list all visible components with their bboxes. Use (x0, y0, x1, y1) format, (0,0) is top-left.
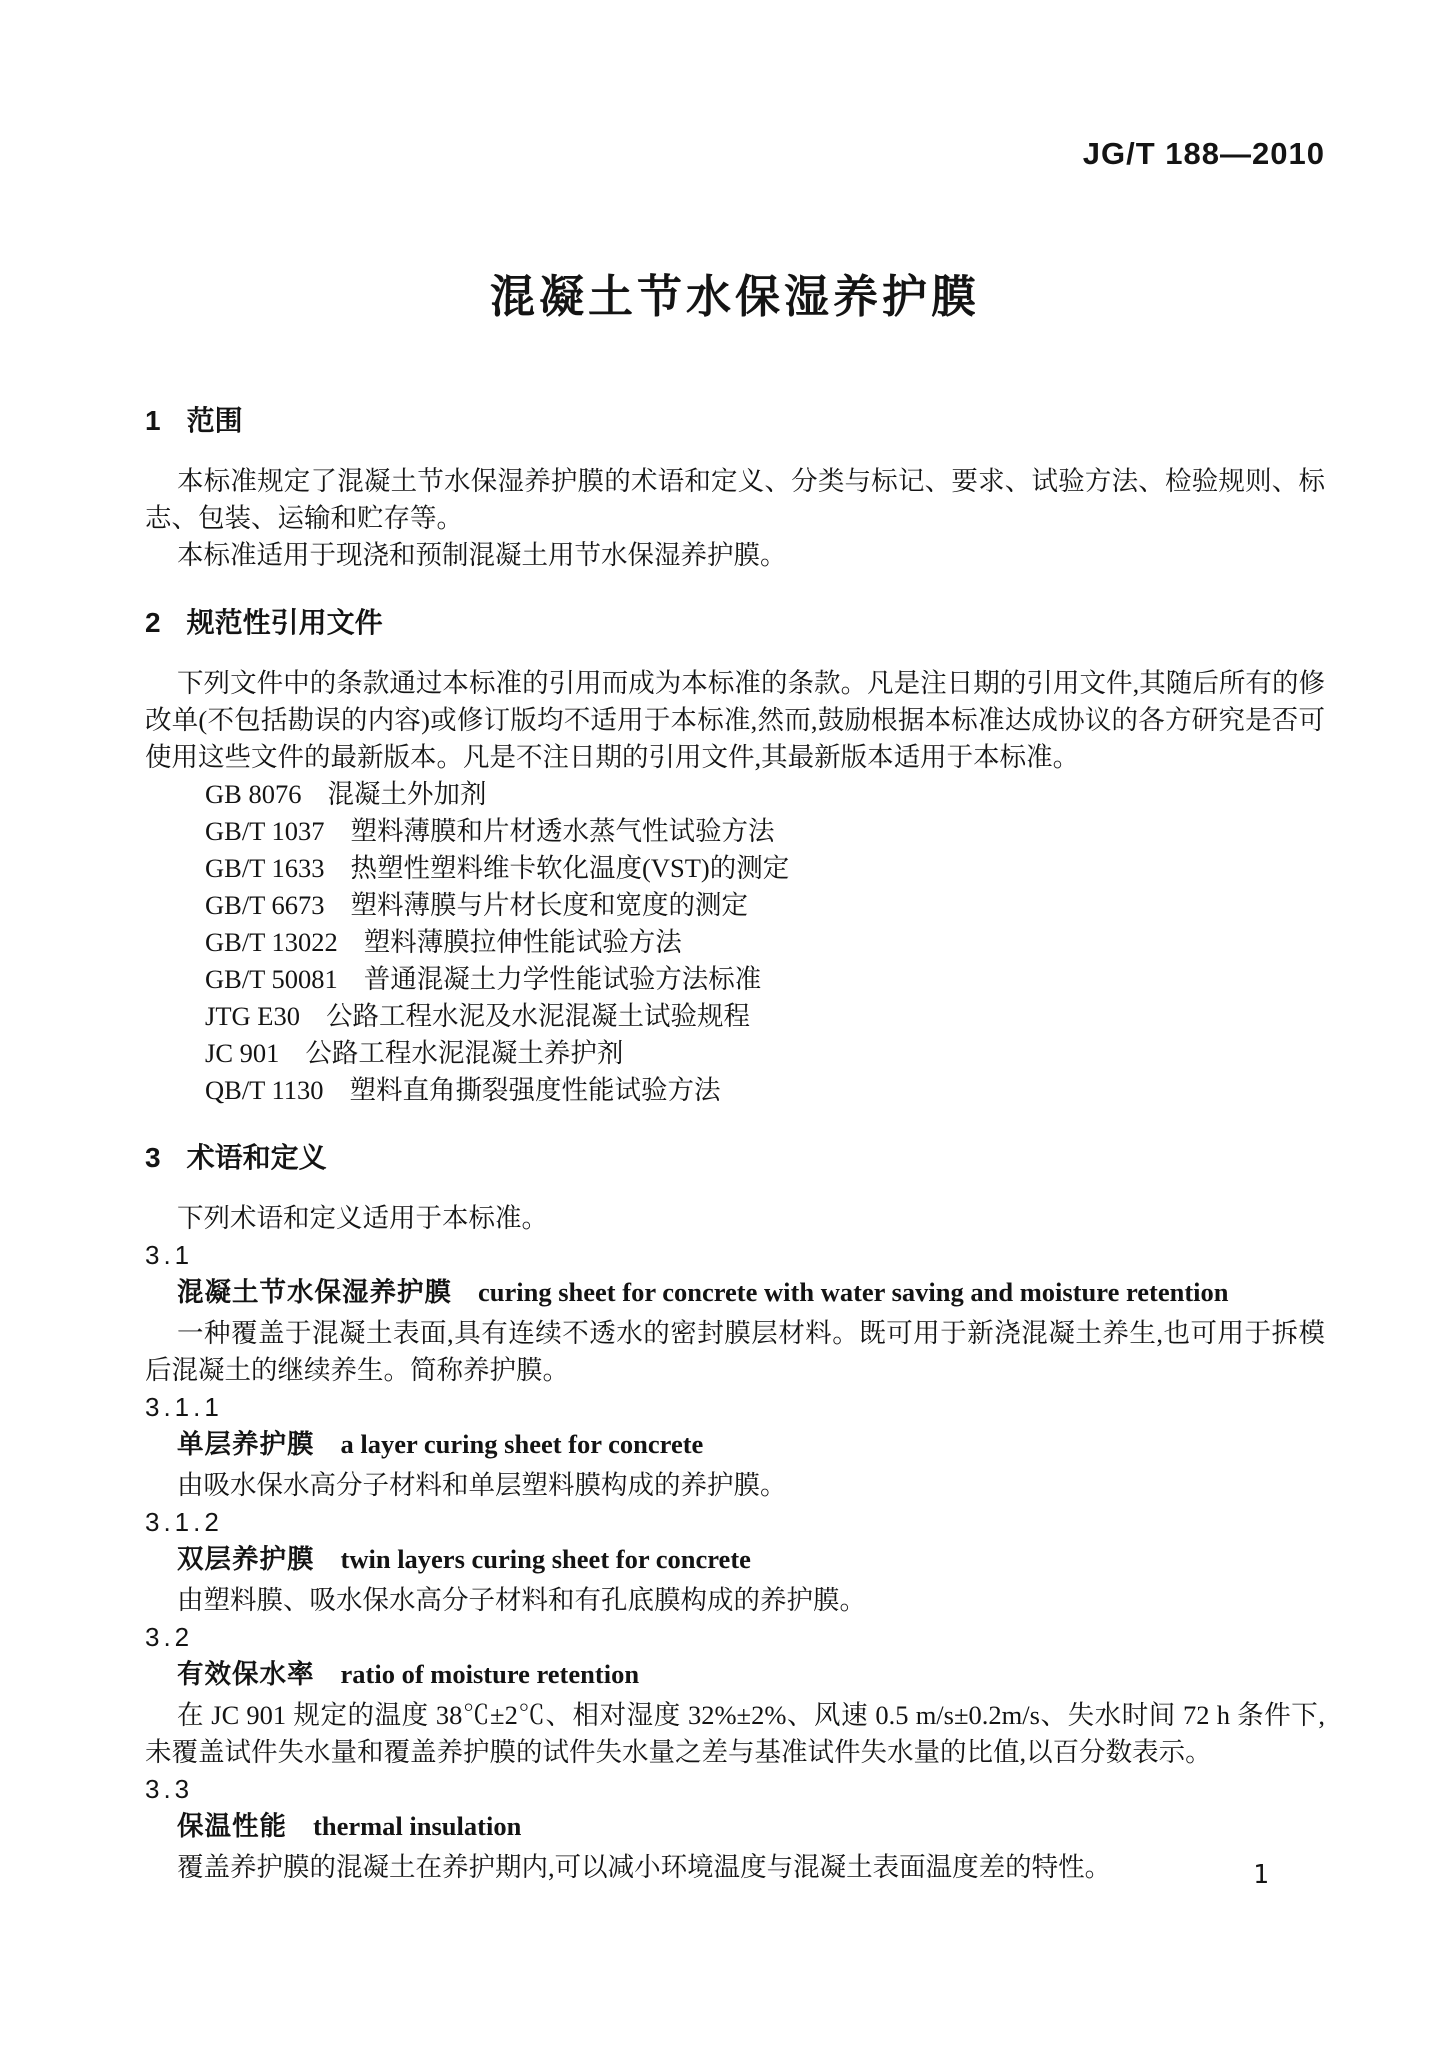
reference-title: 热塑性塑料维卡软化温度(VST)的测定 (350, 853, 790, 883)
paragraph: 下列文件中的条款通过本标准的引用而成为本标准的条款。凡是注日期的引用文件,其随后所有的修改单(不包括勘误的内容)或修订版均不适用于本标准,然而,鼓励根据本标准达成协议的各方研究是否可使用这些文件的最新版本。凡是不注日期的引用文件,其最新版本适用于本标准。 (145, 668, 1325, 772)
section-number: 3 (145, 1142, 161, 1173)
clause-number: 3.1 (145, 1240, 194, 1270)
term-title (177, 1656, 1325, 1697)
reference-title: 公路工程水泥及水泥混凝土试验规程 (325, 1001, 750, 1031)
reference-item (205, 998, 1325, 1035)
paragraph: 本标准规定了混凝土节水保湿养护膜的术语和定义、分类与标记、要求、试验方法、检验规则、标志、包装、运输和贮存等。 (145, 466, 1325, 533)
reference-item (205, 961, 1325, 998)
reference-item (205, 1035, 1325, 1072)
document-title: 混凝土节水保湿养护膜 (489, 271, 980, 322)
section-heading (145, 402, 1325, 439)
section-heading-text: 规范性引用文件 (186, 607, 383, 638)
term-english: curing sheet for concrete with water saving and moisture retention (478, 1277, 1229, 1307)
reference-title: 塑料薄膜拉伸性能试验方法 (363, 927, 682, 957)
reference-title: 塑料薄膜与片材长度和宽度的测定 (350, 890, 749, 920)
reference-code: GB/T 1633 (205, 853, 325, 883)
term-english: thermal insulation (313, 1811, 522, 1841)
reference-item (205, 850, 1325, 887)
term-chinese: 保温性能 (177, 1811, 287, 1841)
reference-code: GB/T 50081 (205, 964, 338, 994)
reference-code: QB/T 1130 (205, 1075, 324, 1105)
clause-number: 3.1.2 (145, 1507, 223, 1537)
reference-item (205, 924, 1325, 961)
section-heading-text: 范围 (186, 405, 243, 436)
term-title (177, 1541, 1325, 1582)
term-title (177, 1426, 1325, 1467)
reference-title: 普通混凝土力学性能试验方法标准 (363, 964, 762, 994)
term-clause (145, 1504, 1325, 1619)
section-number: 1 (145, 405, 161, 436)
term-definition: 在 JC 901 规定的温度 38℃±2℃、相对湿度 32%±2%、风速 0.5 m/s±0.2m/s、失水时间 72 h 条件下,未覆盖试件失水量和覆盖养护膜的试件失水量之差与基准试件失水量的比值,以百分数表示。 (145, 1700, 1325, 1767)
reference-item (205, 1072, 1325, 1109)
term-chinese: 双层养护膜 (177, 1544, 315, 1574)
document-body (145, 402, 1325, 1886)
clause-number: 3.3 (145, 1774, 194, 1804)
reference-title: 塑料直角撕裂强度性能试验方法 (349, 1075, 721, 1105)
reference-code: GB/T 1037 (205, 816, 325, 846)
term-clause (145, 1771, 1325, 1886)
section-normative-references (145, 604, 1325, 1109)
reference-code: GB/T 6673 (205, 890, 325, 920)
term-definition: 覆盖养护膜的混凝土在养护期内,可以减小环境温度与混凝土表面温度差的特性。 (177, 1852, 1112, 1882)
clause-number: 3.2 (145, 1622, 194, 1652)
term-chinese: 单层养护膜 (177, 1429, 315, 1459)
term-chinese: 有效保水率 (177, 1659, 315, 1689)
section-heading (145, 604, 1325, 641)
reference-list (205, 776, 1325, 1109)
term-english: twin layers curing sheet for concrete (340, 1544, 751, 1574)
section-heading-text: 术语和定义 (186, 1142, 327, 1173)
clause-number: 3.1.1 (145, 1392, 223, 1422)
term-title (177, 1274, 1325, 1315)
term-clause (145, 1237, 1325, 1389)
term-clause (145, 1389, 1325, 1504)
term-title (177, 1808, 1325, 1849)
term-clause (145, 1619, 1325, 1771)
term-english: ratio of moisture retention (340, 1659, 640, 1689)
section-terms-definitions (145, 1139, 1325, 1886)
term-english: a layer curing sheet for concrete (340, 1429, 704, 1459)
section-heading (145, 1139, 1325, 1176)
page-number: 1 (1253, 1860, 1269, 1890)
reference-title: 公路工程水泥混凝土养护剂 (305, 1038, 624, 1068)
standard-code: JG/T 188—2010 (1082, 136, 1325, 171)
reference-code: GB/T 13022 (205, 927, 338, 957)
reference-code: GB 8076 (205, 779, 302, 809)
reference-code: JC 901 (205, 1038, 280, 1068)
reference-code: JTG E30 (205, 1001, 300, 1031)
reference-item (205, 776, 1325, 813)
term-definition: 一种覆盖于混凝土表面,具有连续不透水的密封膜层材料。既可用于新浇混凝土养生,也可用于拆模后混凝土的继续养生。简称养护膜。 (145, 1318, 1325, 1385)
reference-title: 塑料薄膜和片材透水蒸气性试验方法 (350, 816, 775, 846)
term-chinese: 混凝土节水保湿养护膜 (177, 1277, 452, 1307)
section-scope (145, 402, 1325, 574)
paragraph: 下列术语和定义适用于本标准。 (177, 1203, 548, 1233)
term-definition: 由塑料膜、吸水保水高分子材料和有孔底膜构成的养护膜。 (177, 1585, 866, 1615)
reference-item (205, 813, 1325, 850)
section-number: 2 (145, 607, 161, 638)
term-definition: 由吸水保水高分子材料和单层塑料膜构成的养护膜。 (177, 1470, 787, 1500)
reference-title: 混凝土外加剂 (327, 779, 487, 809)
paragraph: 本标准适用于现浇和预制混凝土用节水保湿养护膜。 (177, 540, 787, 570)
reference-item (205, 887, 1325, 924)
